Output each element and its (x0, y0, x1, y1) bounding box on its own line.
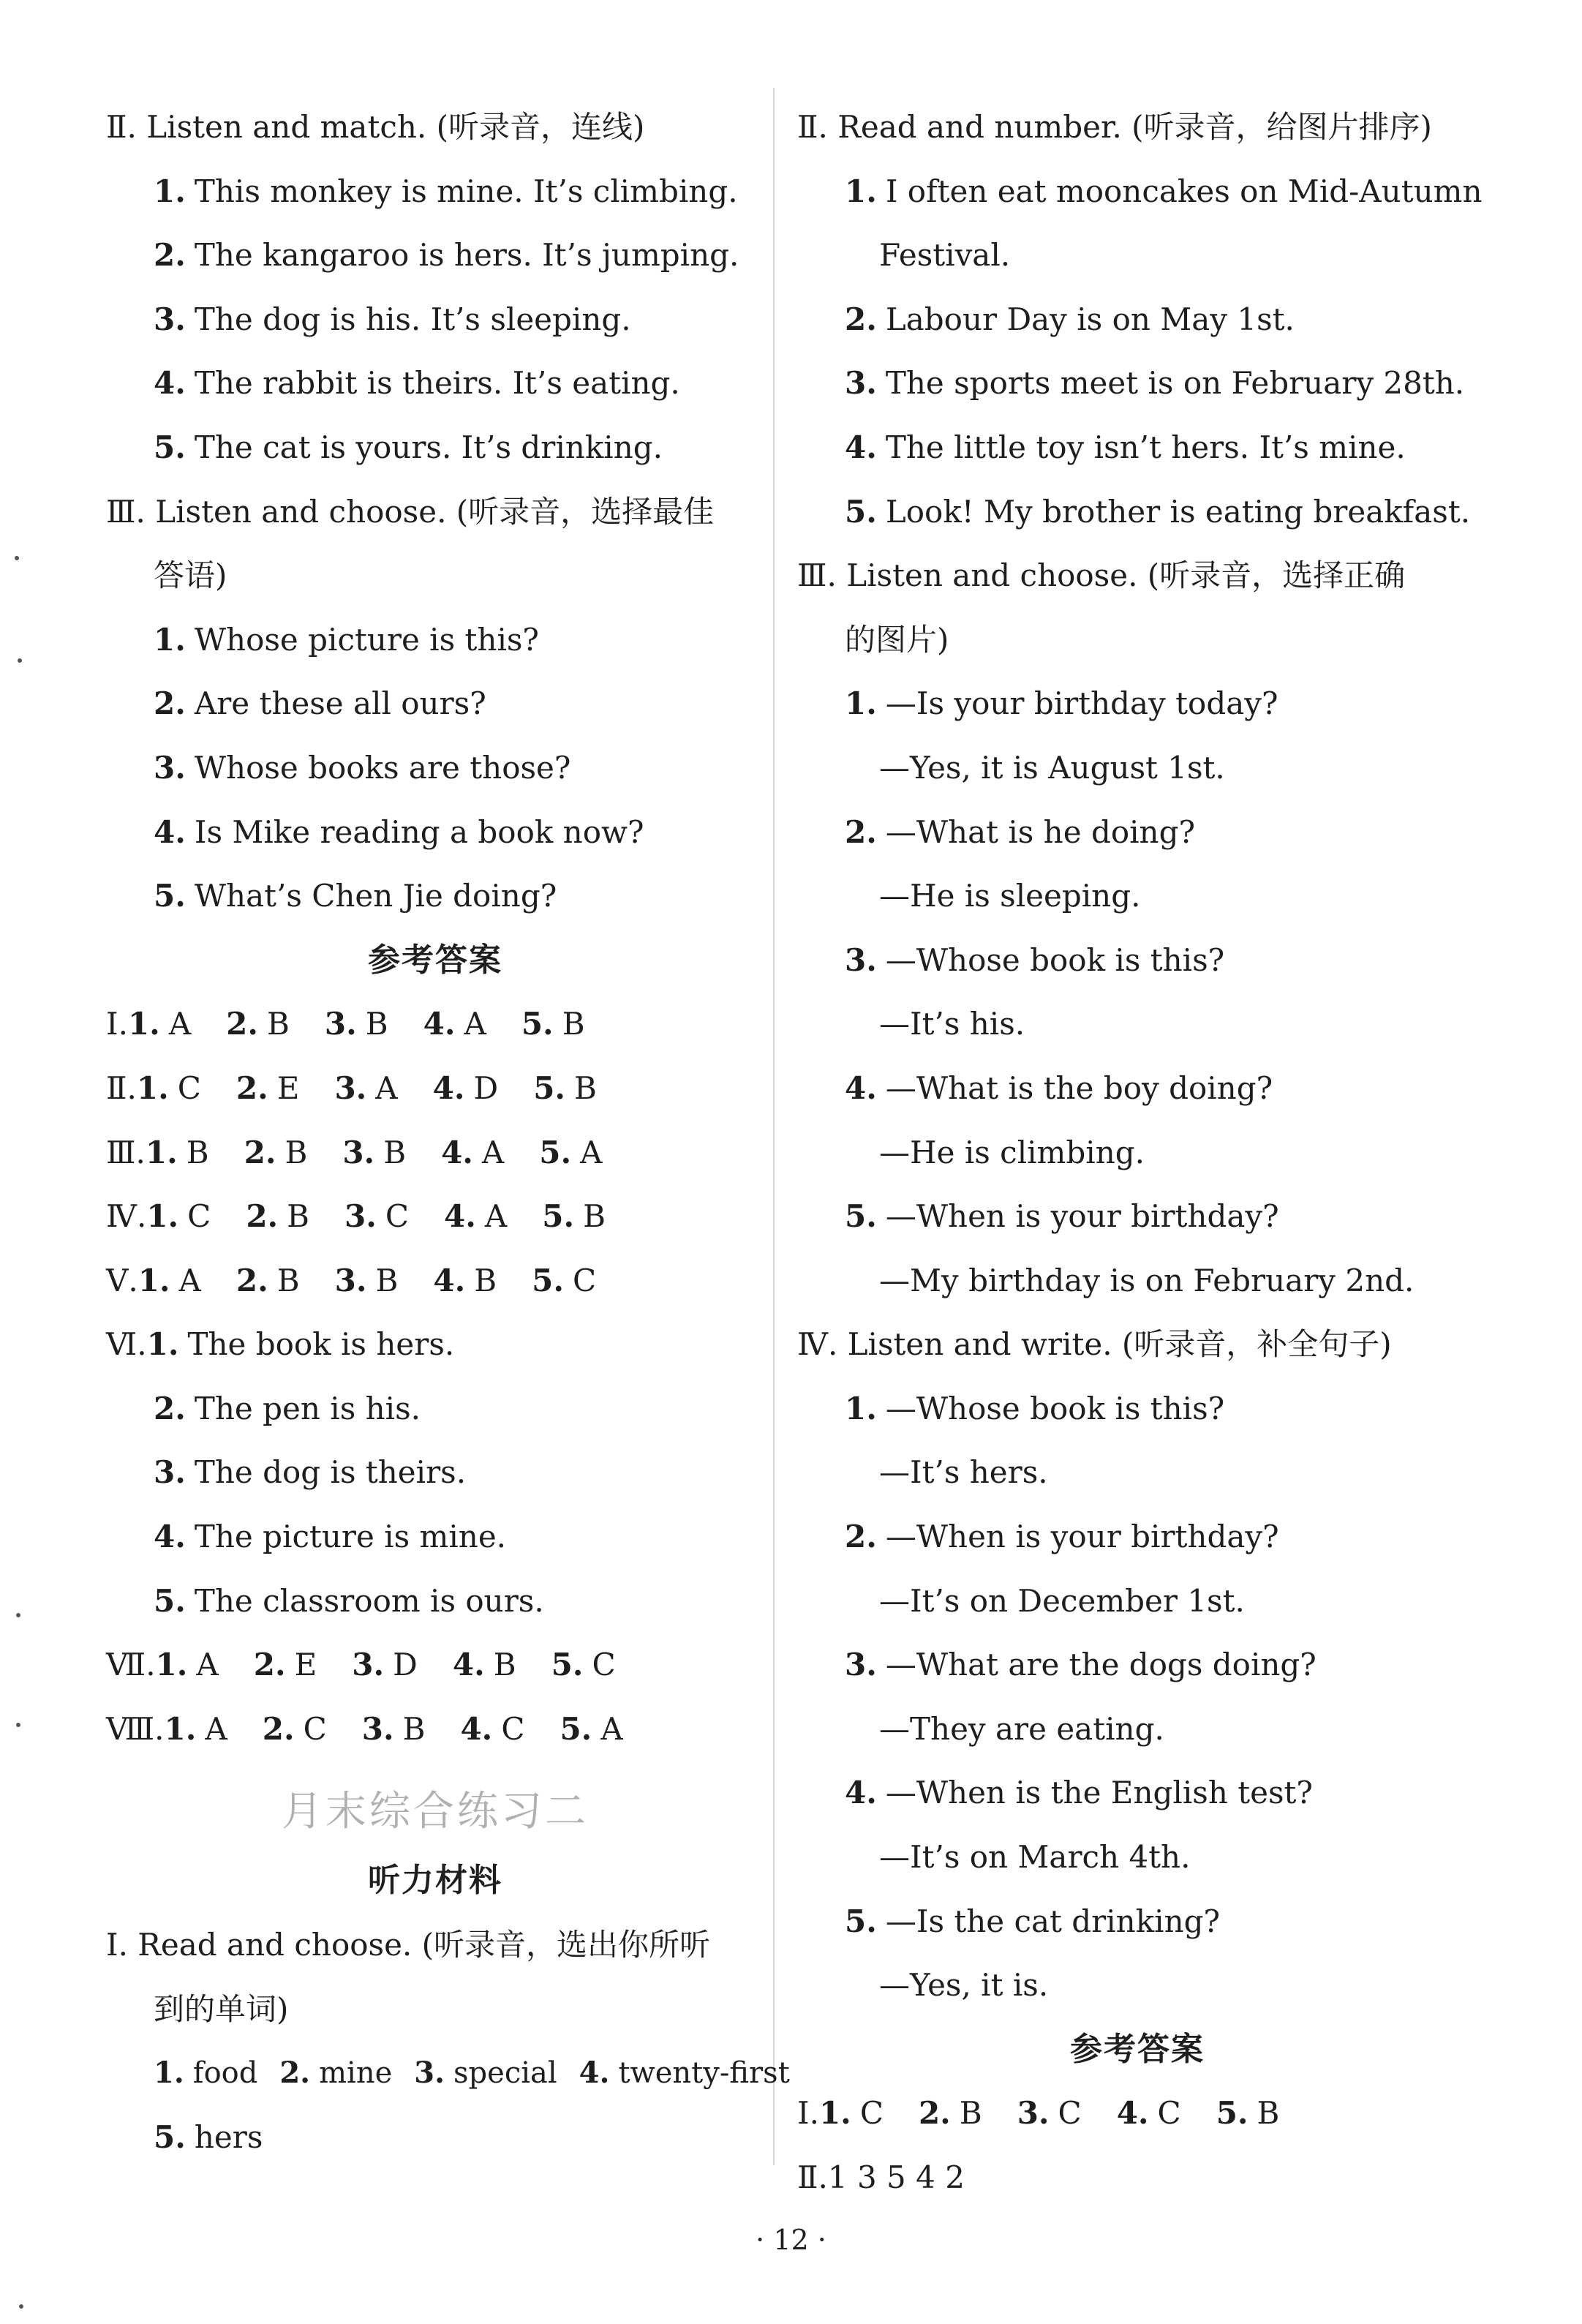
page-number: · 12 · (756, 2224, 826, 2256)
answer-heading: 参考答案 (1070, 2030, 1205, 2068)
dialog-answer: —He is climbing. (879, 1134, 1145, 1170)
word-list: 1. food 2. mine 3. special 4. twenty-first (154, 2056, 790, 2091)
dialog-question: 2. —What is he doing? (845, 813, 1195, 850)
section-title: Ⅲ. Listen and choose. (听录音，选择正确 (797, 557, 1406, 594)
list-item: 5. The classroom is ours. (154, 1582, 544, 1619)
dialog-answer: —Yes, it is. (879, 1967, 1049, 2004)
list-item: 4. The picture is mine. (154, 1519, 507, 1555)
answer-row: Ⅱ.1 3 5 4 2 (797, 2159, 965, 2195)
dialog-question: 3. —Whose book is this? (845, 941, 1225, 978)
answer-row: Ⅳ.1. C 2. B 3. C 4. A 5. B (106, 1198, 606, 1235)
answer-row: Ⅰ.1. A 2. B 3. B 4. A 5. B (106, 1006, 585, 1042)
dialog-answer: —Yes, it is August 1st. (879, 749, 1225, 786)
dialog-question: 5. —Is the cat drinking? (845, 1903, 1221, 1939)
list-item: 4. Is Mike reading a book now? (154, 813, 644, 850)
section-title: Ⅰ. Read and choose. (听录音，选出你所听 (106, 1927, 711, 1963)
list-item-cont: Festival. (879, 237, 1011, 274)
list-item: 5. What’s Chen Jie doing? (154, 878, 557, 914)
section-title: Ⅱ. Listen and match. (听录音，连线) (106, 109, 645, 145)
dialog-answer: —It’s on March 4th. (879, 1839, 1191, 1876)
scan-mark (16, 1723, 20, 1727)
dialog-answer: —It’s hers. (879, 1454, 1048, 1491)
list-item: 1. I often eat mooncakes on Mid-Autumn (845, 173, 1483, 209)
dialog-answer: —It’s on December 1st. (879, 1582, 1245, 1619)
dialog-question: 1. —Whose book is this? (845, 1390, 1225, 1426)
list-item: 5. The cat is yours. It’s drinking. (154, 429, 663, 465)
answer-row: Ⅵ.1. The book is hers. (106, 1326, 455, 1363)
left-column (106, 95, 790, 2169)
list-item: 4. The rabbit is theirs. It’s eating. (154, 365, 680, 402)
list-item: 2. The pen is his. (154, 1390, 421, 1426)
section-title-cont: 的图片) (845, 621, 949, 658)
list-item: 1. This monkey is mine. It’s climbing. (154, 173, 738, 209)
list-item: 5. hers (154, 2118, 263, 2155)
list-item: 1. Whose picture is this? (154, 621, 539, 658)
column-divider (773, 88, 775, 2165)
list-item: 3. The dog is theirs. (154, 1454, 467, 1491)
section-heading-faded: 月末综合练习二 (282, 1788, 589, 1836)
dialog-question: 1. —Is your birthday today? (845, 685, 1278, 722)
list-item: 4. The little toy isn’t hers. It’s mine. (845, 429, 1406, 465)
section-title: Ⅳ. Listen and write. (听录音，补全句子) (797, 1326, 1392, 1363)
list-item: 5. Look! My brother is eating breakfast. (845, 493, 1471, 530)
section-title-cont: 答语) (154, 557, 227, 594)
dialog-question: 4. —What is the boy doing? (845, 1069, 1273, 1106)
list-item: 3. The sports meet is on February 28th. (845, 365, 1465, 402)
answer-row: Ⅷ.1. A 2. C 3. B 4. C 5. A (106, 1710, 623, 1747)
section-title: Ⅲ. Listen and choose. (听录音，选择最佳 (106, 493, 715, 530)
answer-row: Ⅱ.1. C 2. E 3. A 4. D 5. B (106, 1069, 597, 1106)
answer-row: Ⅴ.1. A 2. B 3. B 4. B 5. C (106, 1262, 597, 1298)
scan-mark (18, 658, 22, 663)
dialog-answer: —They are eating. (879, 1710, 1164, 1747)
dialog-question: 2. —When is your birthday? (845, 1519, 1279, 1555)
list-item: 3. The dog is his. It’s sleeping. (154, 301, 631, 337)
dialog-answer: —It’s his. (879, 1006, 1025, 1042)
scan-mark (15, 556, 19, 560)
answer-heading: 参考答案 (368, 941, 502, 979)
dialog-question: 3. —What are the dogs doing? (845, 1647, 1317, 1683)
dialog-answer: —He is sleeping. (879, 878, 1141, 914)
dialog-question: 5. —When is your birthday? (845, 1198, 1279, 1235)
list-item: 2. Labour Day is on May 1st. (845, 301, 1295, 337)
answer-row: Ⅶ.1. A 2. E 3. D 4. B 5. C (106, 1647, 616, 1683)
dialog-answer: —My birthday is on February 2nd. (879, 1262, 1415, 1298)
listening-heading: 听力材料 (368, 1862, 502, 1900)
list-item: 2. Are these all ours? (154, 685, 486, 722)
answer-row: Ⅰ.1. C 2. B 3. C 4. C 5. B (797, 2095, 1280, 2132)
section-title-cont: 到的单词) (154, 1990, 289, 2027)
right-column (797, 95, 1483, 2210)
list-item: 3. Whose books are those? (154, 749, 571, 786)
scan-mark (19, 2304, 23, 2309)
scan-mark (16, 1613, 20, 1617)
dialog-question: 4. —When is the English test? (845, 1775, 1313, 1811)
answer-row: Ⅲ.1. B 2. B 3. B 4. A 5. A (106, 1134, 603, 1170)
list-item: 2. The kangaroo is hers. It’s jumping. (154, 237, 739, 274)
section-title: Ⅱ. Read and number. (听录音，给图片排序) (797, 109, 1432, 145)
